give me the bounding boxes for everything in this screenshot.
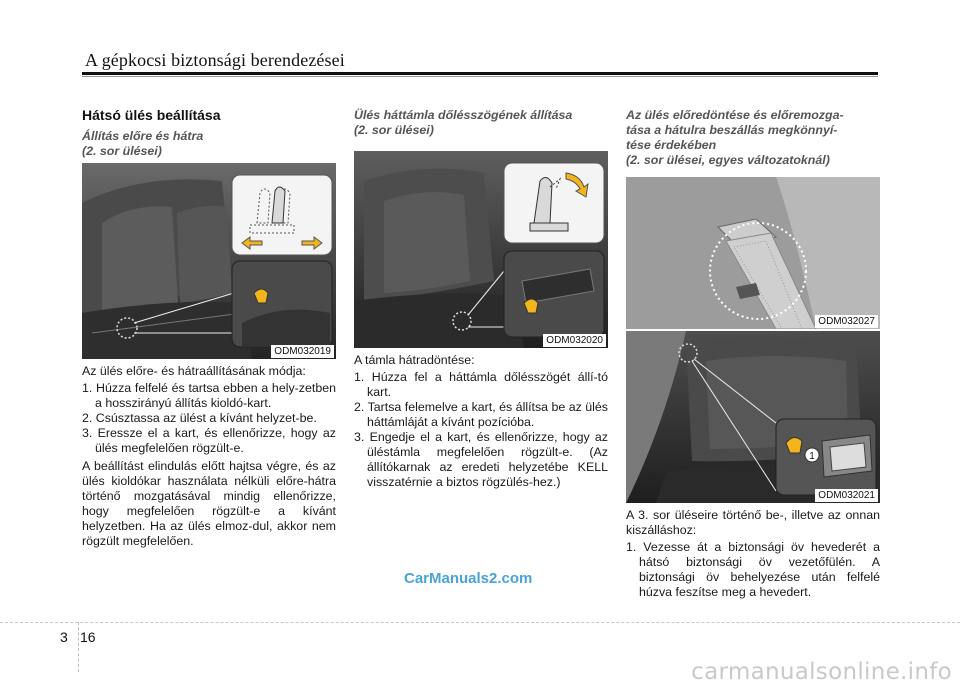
header-rule-thin	[82, 76, 878, 77]
steps-list	[626, 540, 880, 600]
column-seat-fold	[626, 108, 880, 603]
steps-list	[82, 381, 336, 456]
seat-fold-illustration	[626, 331, 880, 503]
subtitle-line: Az ülés előredöntése és előremozga-	[626, 108, 844, 122]
belt-guide-illustration	[626, 177, 880, 329]
figure-code: ODM032027	[815, 315, 878, 328]
chapter-number: 3	[60, 629, 68, 645]
figure-seat-fold-lever	[626, 331, 880, 503]
figure-backrest-recline	[354, 151, 608, 348]
list-item: 3. Engedje el a kart, és ellenőrizze, hogy az üléstámla megfelelően rögzült-e. (Az állítókarnak az eredeti helyzetébe KELL visszatérnie a biztos rögzülés-hez.)	[354, 430, 608, 489]
note-paragraph: A beállítást elindulás előtt hajtsa végre, és az ülés kioldókar használata nélküli előre-hátra történő mozgatásával mindig ellenőrizze, hogy megfelelően rögzült-e a kívánt helyzetben. Ha az ülés elmoz-dul, akkor nem rögzült megfelelően.	[82, 459, 336, 548]
seat-slide-illustration	[82, 163, 336, 359]
list-item: 3. Eressze el a kart, és ellenőrizze, hogy az ülés megfelelően rögzült-e.	[82, 426, 336, 455]
watermark-site: carmanualsonline.info	[691, 659, 952, 685]
footer-rule	[0, 622, 960, 623]
subtitle-line: tása a hátulra beszállás megkönnyí-	[626, 123, 838, 137]
subtitle-line: Állítás előre és hátra	[82, 129, 204, 143]
figure-belt-guide	[626, 177, 880, 329]
list-item: 2. Csúsztassa az ülést a kívánt helyzet-be.	[82, 411, 317, 425]
subtitle-line: (2. sor ülései)	[354, 123, 434, 137]
subtitle	[82, 129, 336, 159]
subtitle-line: (2. sor ülései)	[82, 144, 162, 158]
column-seat-slide	[82, 108, 336, 549]
column-backrest-recline	[354, 108, 608, 493]
subtitle	[354, 108, 608, 138]
list-item: 2. Tartsa felemelve a kart, és állítsa be az ülés háttámláját a kívánt pozícióba.	[354, 400, 608, 429]
subtitle	[626, 108, 880, 168]
callout-number-label: 1	[809, 451, 815, 462]
subtitle-line: tése érdekében	[626, 138, 717, 152]
figure-seat-slide	[82, 163, 336, 359]
subtitle-line: Ülés háttámla dőlésszögének állítása	[354, 108, 573, 122]
list-item: 1. Húzza fel a háttámla dőlésszögét állí-tó kart.	[354, 370, 608, 399]
header-rule	[82, 72, 878, 75]
backrest-illustration	[354, 151, 608, 348]
intro-text: A 3. sor üléseire történő be-, illetve az onnan kiszálláshoz:	[626, 508, 880, 537]
subtitle-line: (2. sor ülései, egyes változatoknál)	[626, 153, 830, 167]
intro-text: A támla hátradöntése:	[354, 353, 475, 367]
steps-list	[354, 370, 608, 490]
figure-code: ODM032020	[543, 334, 606, 347]
page-number	[60, 629, 96, 645]
intro-text: Az ülés előre- és hátraállításának módja:	[82, 364, 306, 378]
section-header-title: A gépkocsi biztonsági berendezései	[85, 50, 345, 70]
list-item: 1. Húzza felfelé és tartsa ebben a hely-zetben a hosszirányú állítás kioldó-kart.	[82, 381, 336, 410]
watermark-link[interactable]: CarManuals2.com	[404, 570, 533, 587]
list-item: 1. Vezesse át a biztonsági öv hevederét a hátsó biztonsági öv vezetőfülén. A biztonsági öv behelyezése után felfelé húzva feszítse meg a hevedert.	[626, 540, 880, 599]
section-title: Hátsó ülés beállítása	[82, 107, 221, 123]
figure-code: ODM032021	[815, 489, 878, 502]
figure-code: ODM032019	[271, 345, 334, 358]
page-number-value: 16	[80, 629, 96, 645]
